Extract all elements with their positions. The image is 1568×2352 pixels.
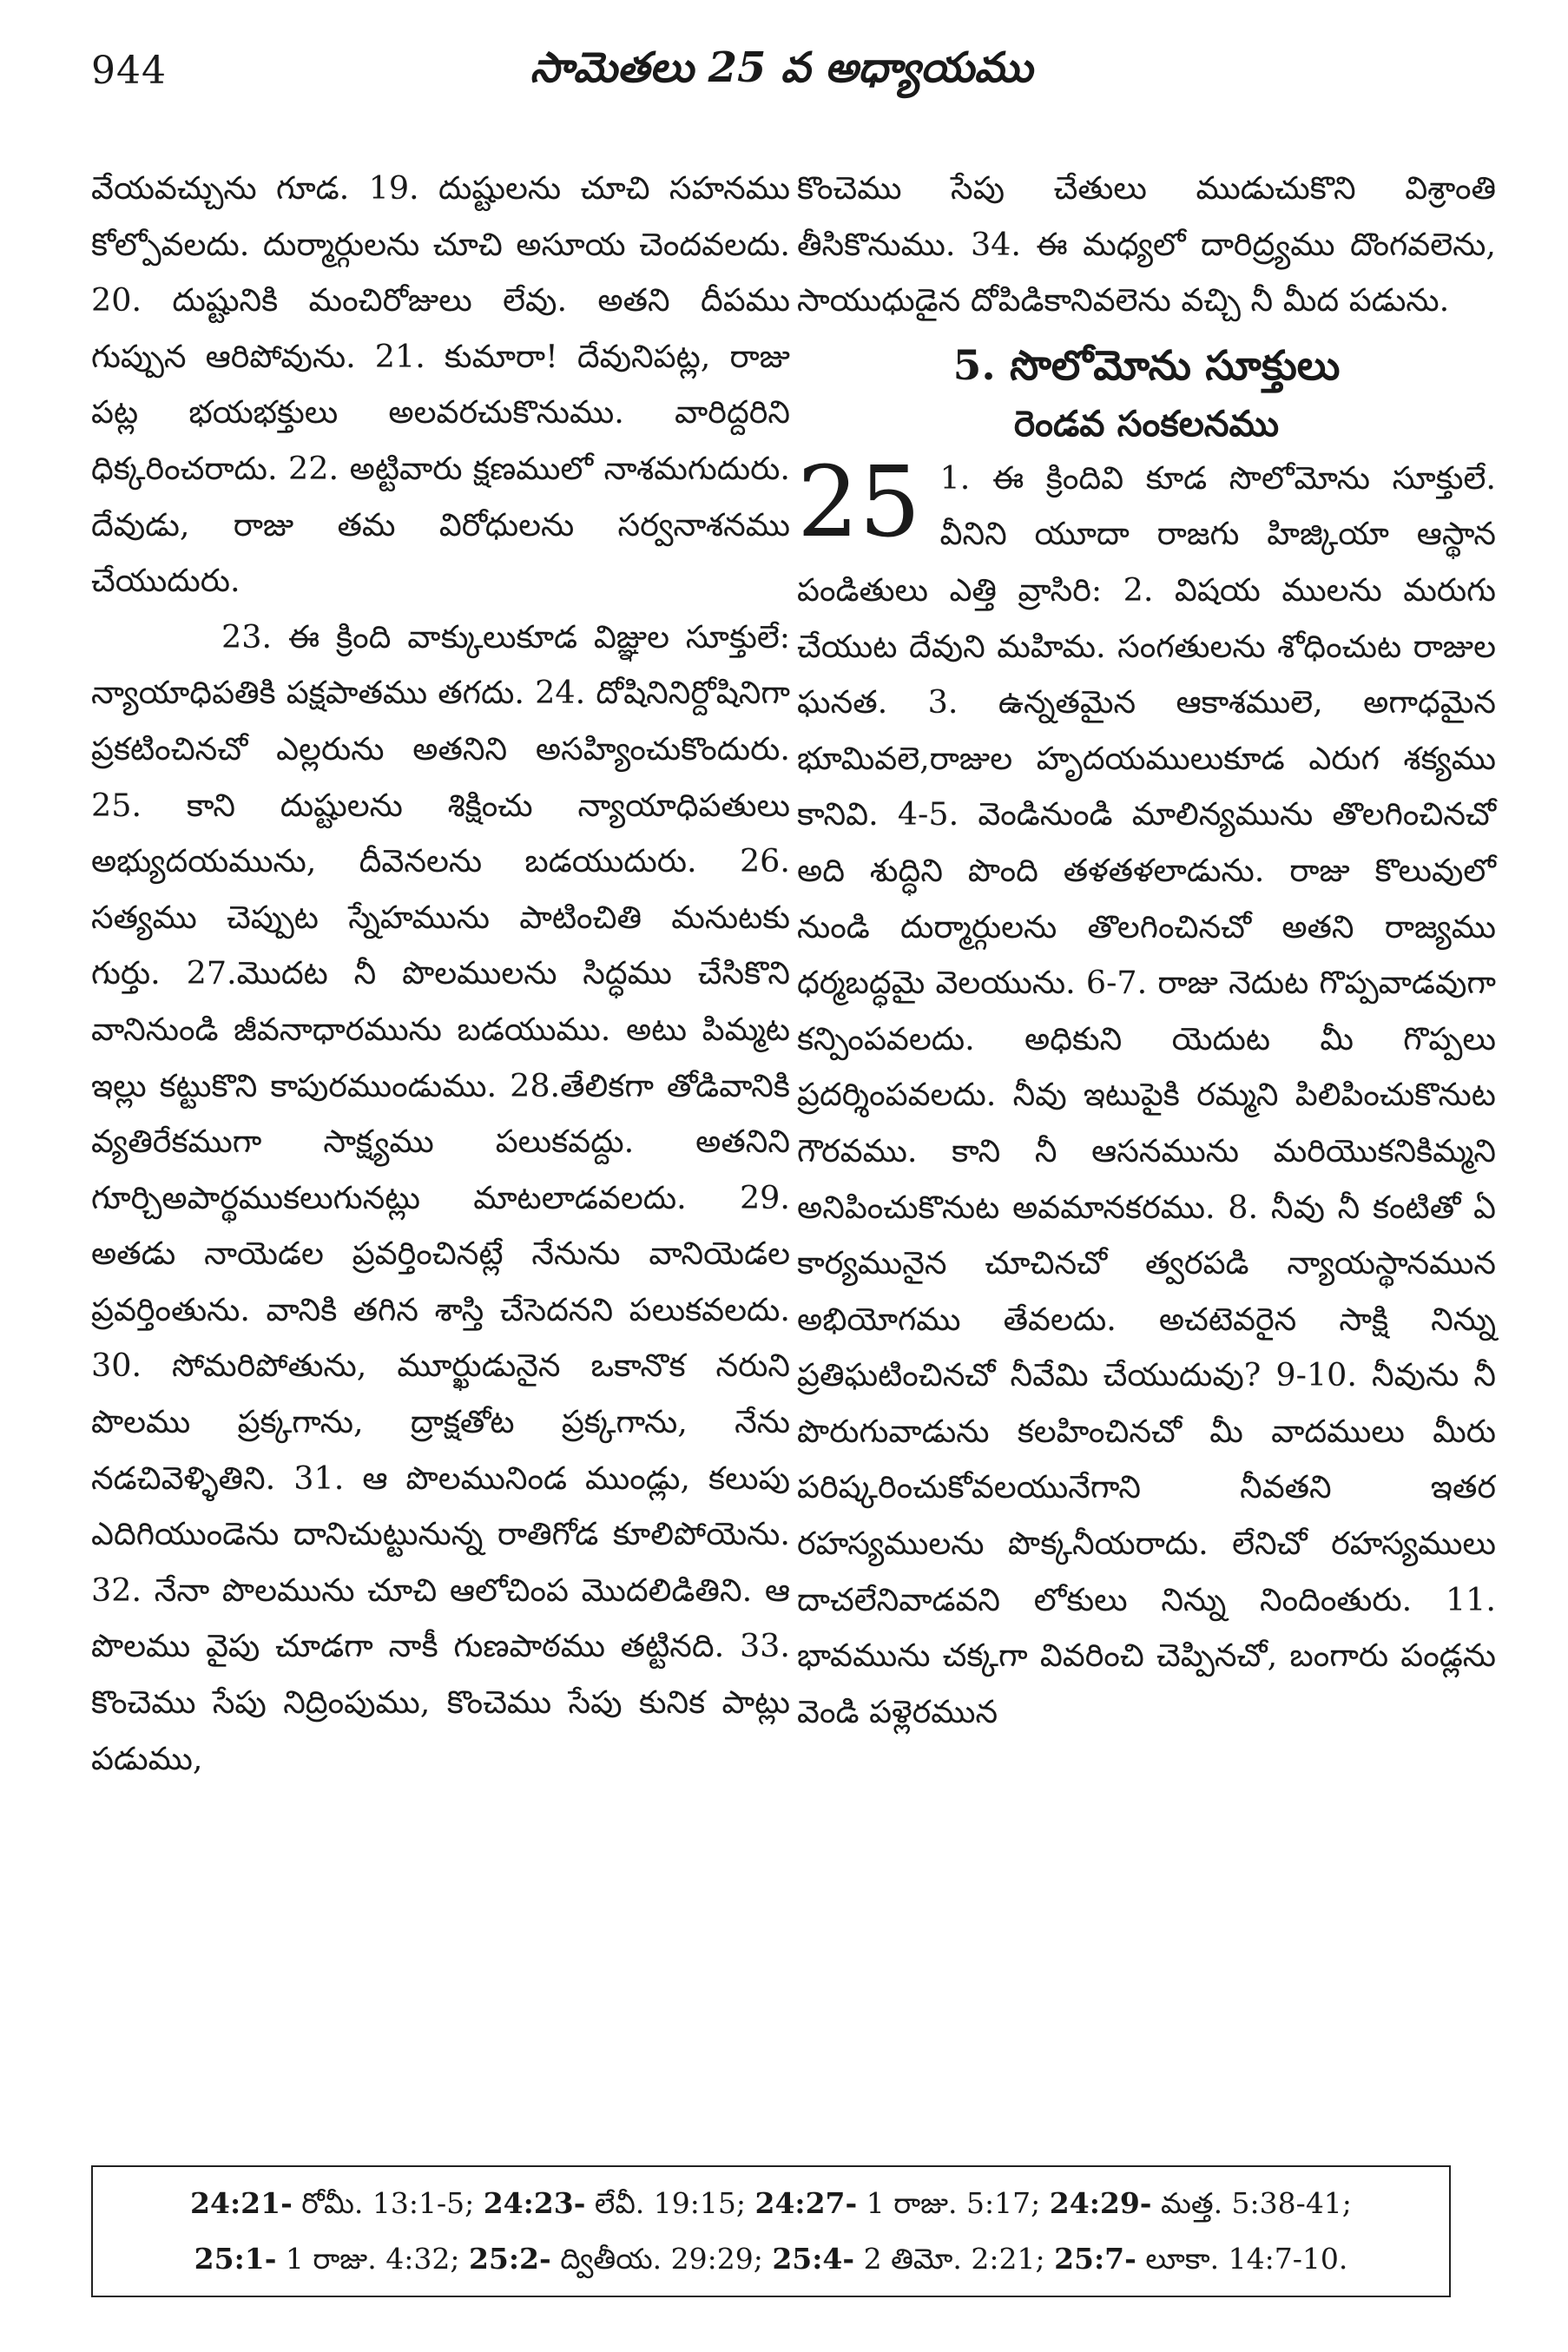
right-column <box>797 161 1496 1740</box>
cross-reference-text: 1 రాజు. 4:32; <box>276 2242 469 2276</box>
cross-reference-box <box>91 2165 1451 2297</box>
right-paragraph-1: కొంచెము సేపు చేతులు ముడుచుకొని విశ్రాంతి తీసికొనుము. 34. ఈ మధ్యలో దారిద్ర్యము దొంగవలెను, సాయుధుడైన దోపిడికానివలెను వచ్చి నీ మీద పడును. <box>797 169 1496 320</box>
section-subtitle: రెండవ సంకలనము <box>1013 402 1280 445</box>
cross-reference-text: 1 రాజు. 5:17; <box>857 2186 1050 2220</box>
cross-reference-text: ద్వితీయ. 29:29; <box>550 2242 773 2276</box>
cross-reference-key: 25:1- <box>194 2242 277 2276</box>
page-header <box>91 36 1472 115</box>
running-title: సామెతలు 25 వ అధ్యాయము <box>530 43 1033 92</box>
chapter-number: 25 <box>797 445 921 559</box>
cross-reference-text: మత్త. 5:38-41; <box>1151 2186 1352 2220</box>
cross-reference-key: 24:29- <box>1049 2186 1152 2220</box>
cross-reference-text: రోమీ. 13:1-5; <box>292 2186 484 2220</box>
right-paragraph-2: 1. ఈ క్రిందివి కూడ సొలోమోను సూక్తులే. వీనిని యూదా రాజగు హిజ్కియా ఆస్థాన పండితులు ఎత్తి వ్రాసిరి: 2. విషయ ములను మరుగు చేయుట దేవుని మహిమ. సంగతులను శోధించుట రాజుల ఘనత. 3. ఉన్నతమైన ఆకాశములె, అగాధమైన భూమివలె,రాజుల హృదయములుకూడ ఎరుగ శక్యము కానివి. 4-5. వెండినుండి మాలిన్యమును తొలగించినచో అది శుద్ధిని పొంది తళతళలాడును. రాజు కొలువులో నుండి దుర్మార్గులను తొలగించినచో అతని రాజ్యము ధర్మబద్ధమై వెలయును. 6-7. రాజు నెదుట గొప్పవాడవుగా కన్పింపవలదు. అధికుని యెదుట మీ గొప్పలు ప్రదర్శింపవలదు. నీవు ఇటుపైకి రమ్మని పిలిపించుకొనుట గౌరవము. కాని నీ ఆసనమును మరియొకనికిమ్మని అనిపించుకొనుట అవమానకరము. 8. నీవు నీ కంటితో ఏ కార్యమునైన చూచినచో త్వరపడి న్యాయస్థానమున అభియోగము తేవలదు. అచటెవరైన సాక్షి నిన్ను ప్రతిఘటించినచో నీవేమి చేయుదువు? 9-10. నీవును నీ పొరుగువాడును కలహించినచో మీ వాదములు మీరు పరిష్కరించుకోవలయునేగాని నీవతని ఇతర రహస్యములను పొక్కనీయరాదు. లేనిచో రహస్యములు దాచలేనివాడవని లోకులు నిన్ను నిందింతురు. 11. భావమును చక్కగా వివరించి చెప్పినచో, బంగారు పండ్లను వెండి పళ్లెరమున <box>797 458 1496 1730</box>
section-title: 5. సొలోమోను సూక్తులు <box>952 341 1341 390</box>
cross-reference-key: 25:2- <box>468 2242 551 2276</box>
left-paragraph-1: వేయవచ్చును గూడ. 19. దుష్టులను చూచి సహనము కోల్పోవలదు. దుర్మార్గులను చూచి అసూయ చెందవలదు. 20. దుష్టునికి మంచిరోజులు లేవు. అతని దీపము గుప్పున ఆరిపోవును. 21. కుమారా! దేవునిపట్ల, రాజు పట్ల భయభక్తులు అలవరచుకొనుము. వారిద్దరిని ధిక్కరించరాదు. 22. అట్టివారు క్షణములో నాశమగుదురు. దేవుడు, రాజు తమ విరోధులను సర్వనాశనము చేయుదురు. <box>91 169 790 600</box>
cross-reference-key: 25:7- <box>1054 2242 1136 2276</box>
left-column <box>91 161 790 1787</box>
cross-reference-text: లేవీ. 19:15; <box>585 2186 755 2220</box>
page-number: 944 <box>91 49 167 93</box>
cross-reference-key: 24:27- <box>754 2186 858 2220</box>
cross-reference-line-2 <box>110 2231 1432 2287</box>
cross-reference-line-1 <box>110 2176 1432 2231</box>
cross-reference-key: 25:4- <box>772 2242 855 2276</box>
cross-reference-key: 24:21- <box>190 2186 293 2220</box>
cross-reference-text: 2 తిమో. 2:21; <box>854 2242 1055 2276</box>
cross-reference-text: లూకా. 14:7-10. <box>1136 2242 1348 2276</box>
cross-reference-key: 24:23- <box>483 2186 586 2220</box>
left-paragraph-2: 23. ఈ క్రింది వాక్కులుకూడ విజ్ఞుల సూక్తులే: న్యాయాధిపతికి పక్షపాతము తగదు. 24. దోషినినిర్దోషినిగా ప్రకటించినచో ఎల్లరును అతనిని అసహ్యించుకొందురు. 25. కాని దుష్టులను శిక్షించు న్యాయాధిపతులు అభ్యుదయమును, దీవెనలను బడయుదురు. 26. సత్యము చెప్పుట స్నేహమును పాటించితి మనుటకు గుర్తు. 27.మొదట నీ పొలములను సిద్ధము చేసికొని వానినుండి జీవనాధారమును బడయుము. అటు పిమ్మట ఇల్లు కట్టుకొని కాపురముండుము. 28.తేలికగా తోడివానికి వ్యతిరేకముగా సాక్ష్యము పలుకవద్దు. అతనిని గూర్చిఅపార్థముకలుగునట్లు మాటలాడవలదు. 29. అతడు నాయెడల ప్రవర్తించినట్లే నేనును వానియెడల ప్రవర్తింతును. వానికి తగిన శాస్తి చేసెదనని పలుకవలదు. 30. సోమరిపోతును, మూర్ఖుడునైన ఒకానొక నరుని పొలము ప్రక్కగాను, ద్రాక్షతోట ప్రక్కగాను, నేను నడచివెళ్ళితిని. 31. ఆ పొలమునిండ ముండ్లు, కలుపు ఎదిగియుండెను దానిచుట్టునున్న రాతిగోడ కూలిపోయెను. 32. నేనా పొలమును చూచి ఆలోచింప మొదలిడితిని. ఆ పొలము వైపు చూడగా నాకీ గుణపాఠము తట్టినది. 33. కొంచెము సేపు నిద్రింపుము, కొంచెము సేపు కునిక పాట్లు పడుము, <box>91 617 790 1777</box>
